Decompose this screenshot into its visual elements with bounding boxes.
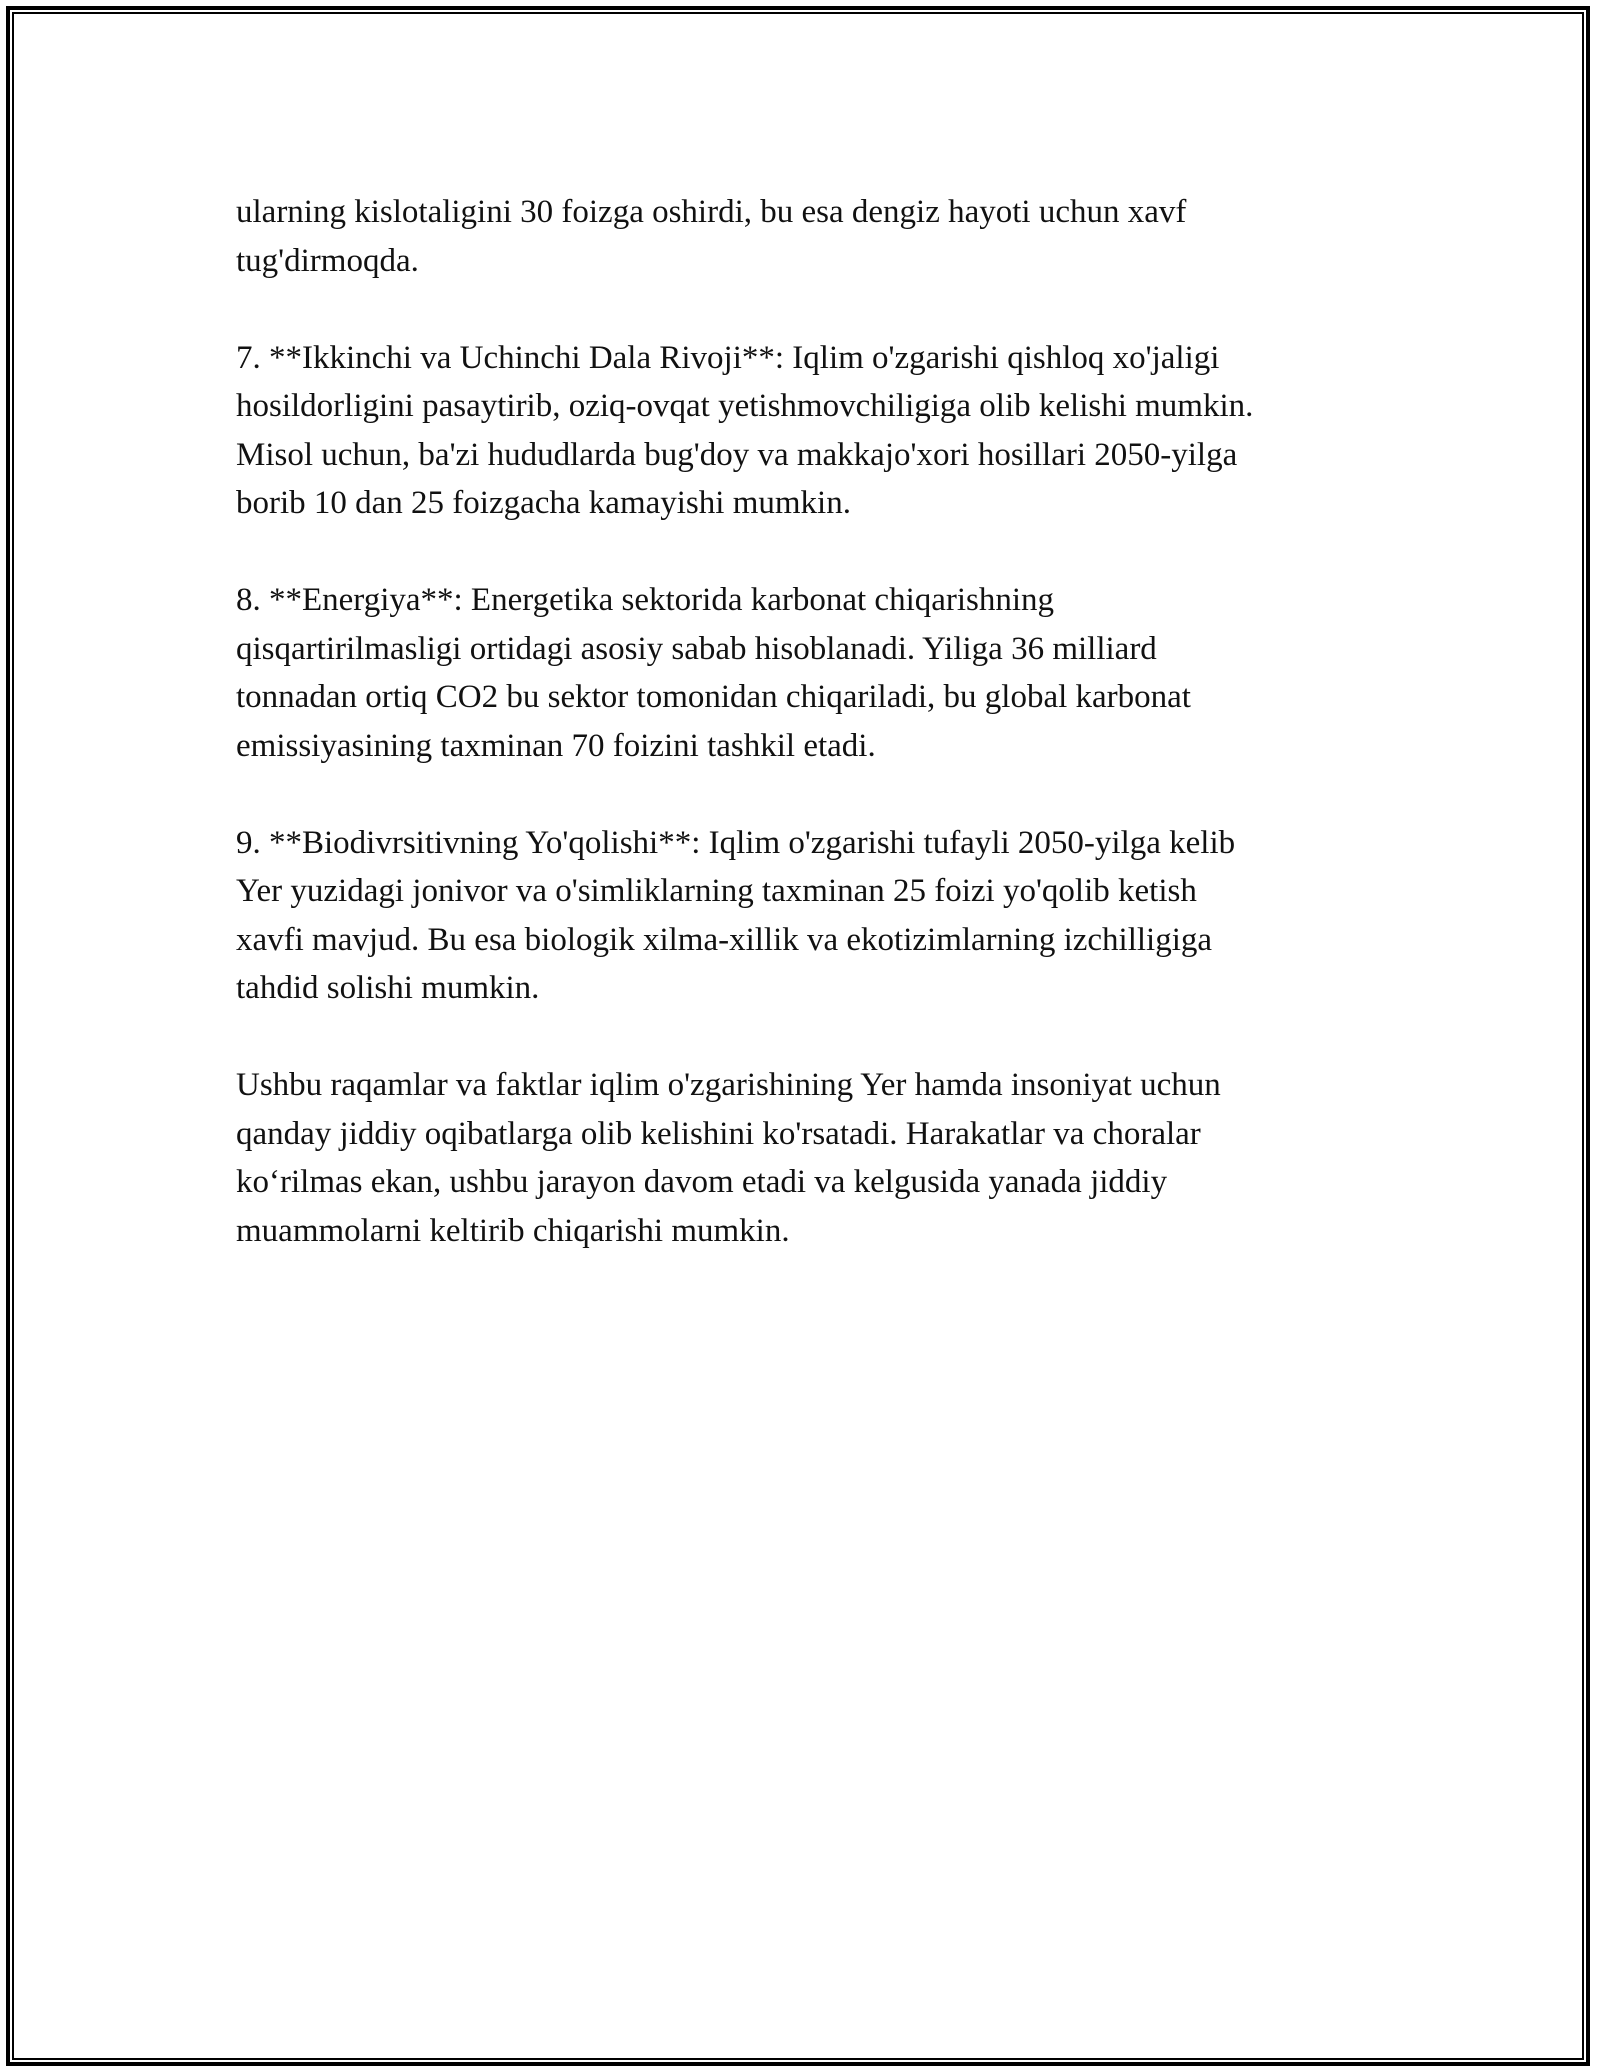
paragraph-biodiversity: 9. **Biodivrsitivning Yo'qolishi**: Iqlim o'zgarishi tufayli 2050-yilga kelib Yer yuzidagi jonivor va o'simliklarning taxminan 25 foizi yo'qolib ketish xavfi mavjud. Bu esa biologik xilma-xillik va ekotizimlarning izchilligiga tahdid solishi mumkin. [236, 824, 1236, 1006]
paragraph-energy: 8. **Energiya**: Energetika sektorida karbonat chiqarishning qisqartirilmasligi ortidagi asosiy sabab hisoblanadi. Yiliga 36 milliard tonnadan ortiq CO2 bu sektor tomonidan chiqariladi, bu global karbonat emissiyasining taxminan 70 foizini tashkil etadi. [236, 582, 1191, 764]
paragraph-conclusion: Ushbu raqamlar va faktlar iqlim o'zgarishining Yer hamda insoniyat uchun qanday jiddiy oqibatlarga olib kelishini ko'rsatadi. Harakatlar va choralar ko‘rilmas ekan, ushbu jarayon davom etadi va kelgusida yanada jiddiy muammolarni keltirib chiqarishi mumkin. [236, 1067, 1221, 1249]
paragraph-agriculture: 7. **Ikkinchi va Uchinchi Dala Rivoji**: Iqlim o'zgarishi qishloq xo'jaligi hosildorligini pasaytirib, oziq-ovqat yetishmovchiligiga olib kelishi mumkin. Misol uchun, ba'zi hududlarda bug'doy va makkajo'xori hosillari 2050-yilga borib 10 dan 25 foizgacha kamayishi mumkin. [236, 339, 1254, 521]
paragraph-ocean-acidity: ularning kislotaligini 30 foizga oshirdi, bu esa dengiz hayoti uchun xavf tug'dirmoqda. [236, 194, 1187, 279]
document-body [236, 188, 1386, 1304]
